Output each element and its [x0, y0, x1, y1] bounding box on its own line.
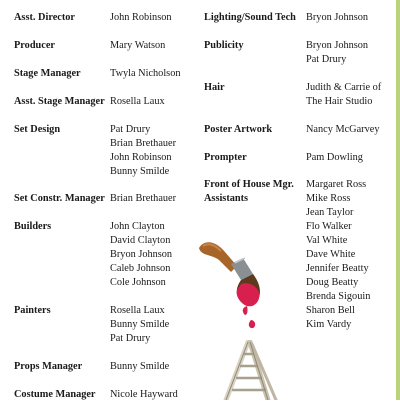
credit-name: Bunny Smilde: [110, 361, 170, 372]
credit-name: John Clayton: [110, 221, 165, 232]
names-front-of-house-mgr: [306, 178, 366, 192]
credit-name: John Robinson: [110, 152, 172, 163]
ladder-icon: [218, 340, 278, 400]
credit-name: Bunny Smilde: [110, 319, 170, 330]
credit-name: Val White: [306, 235, 348, 246]
paintbrush-icon: [195, 236, 275, 336]
credit-name: Caleb Johnson: [110, 263, 171, 274]
credit-name: Mary Watson: [110, 40, 166, 51]
credit-name: Margaret Ross: [306, 179, 367, 190]
credit-name: The Hair Studio: [306, 96, 373, 107]
page-edge-accent: [396, 0, 400, 400]
role-lighting-sound-tech: Lighting/Sound Tech: [204, 12, 296, 23]
credit-name: Jennifer Beatty: [306, 263, 369, 274]
credit-name: Pat Drury: [110, 124, 151, 135]
names-stage-manager: [110, 67, 181, 81]
role-asst-stage-manager: Asst. Stage Manager: [14, 96, 105, 107]
role-poster-artwork: Poster Artwork: [204, 124, 273, 135]
role-props-manager: Props Manager: [14, 361, 83, 372]
credit-name: Pat Drury: [306, 54, 347, 65]
credit-name: Bryon Johnson: [110, 249, 173, 260]
names-hair: [306, 81, 381, 109]
credit-name: Bryon Johnson: [306, 40, 369, 51]
credit-name: Cole Johnson: [110, 277, 166, 288]
credit-name: John Robinson: [110, 12, 172, 23]
role-costume-manager: Costume Manager: [14, 389, 96, 400]
credit-name: Doug Beatty: [306, 277, 359, 288]
credit-name: Brenda Sigouin: [306, 291, 371, 302]
role-hair: Hair: [204, 82, 225, 93]
credit-name: Flo Walker: [306, 221, 352, 232]
credit-name: Rosella Laux: [110, 305, 165, 316]
credit-name: Twyla Nicholson: [110, 68, 181, 79]
role-front-of-house-mgr: Front of House Mgr.: [204, 179, 294, 190]
credit-name: Brian Brethauer: [110, 138, 177, 149]
role-prompter: Prompter: [204, 152, 247, 163]
credit-name: Mike Ross: [306, 193, 351, 204]
names-props-manager: [110, 360, 169, 374]
role-asst-director: Asst. Director: [14, 12, 75, 23]
credit-name: Kim Vardy: [306, 319, 352, 330]
names-assistants: [306, 192, 370, 332]
credit-name: Jean Taylor: [306, 207, 354, 218]
role-publicity: Publicity: [204, 40, 244, 51]
credit-name: Pam Dowling: [306, 152, 363, 163]
role-painters: Painters: [14, 305, 51, 316]
names-builders: [110, 220, 172, 290]
names-asst-director: [110, 11, 172, 25]
credit-name: Nicole Hayward: [110, 389, 178, 400]
credit-name: Judith & Carrie of: [306, 82, 382, 93]
role-assistants: Assistants: [204, 193, 249, 204]
credit-name: Dave White: [306, 249, 356, 260]
credit-name: Sharon Bell: [306, 305, 355, 316]
role-stage-manager: Stage Manager: [14, 68, 81, 79]
credit-name: David Clayton: [110, 235, 171, 246]
names-producer: [110, 39, 165, 53]
names-lighting-sound-tech: [306, 11, 368, 25]
credit-name: Rosella Laux: [110, 96, 165, 107]
names-poster-artwork: [306, 123, 379, 137]
names-publicity: [306, 39, 368, 67]
names-asst-stage-manager: [110, 95, 165, 109]
credit-name: Bryon Johnson: [306, 12, 369, 23]
role-set-design: Set Design: [14, 124, 61, 135]
names-painters: [110, 304, 169, 346]
role-builders: Builders: [14, 221, 52, 232]
credit-name: Pat Drury: [110, 333, 151, 344]
names-prompter: [306, 151, 363, 165]
credit-name: Nancy McGarvey: [306, 124, 380, 135]
credit-name: Brian Brethauer: [110, 193, 177, 204]
names-set-constr-manager: [110, 192, 176, 206]
role-producer: Producer: [14, 40, 55, 51]
role-set-constr-manager: Set Constr. Manager: [14, 193, 105, 204]
names-set-design: [110, 123, 176, 179]
credit-name: Bunny Smilde: [110, 166, 170, 177]
